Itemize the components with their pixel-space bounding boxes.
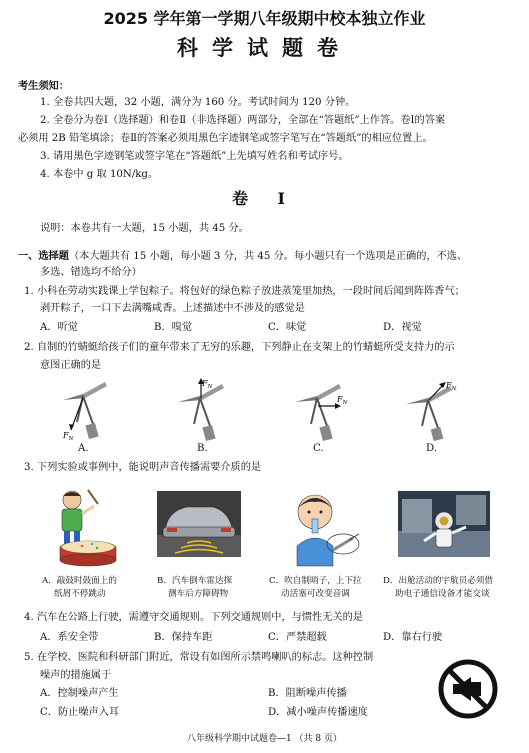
q5-stem-1: 5. 在学校、医院和科研部门附近，常设有如图所示禁鸣喇叭的标志。这种控制 — [24, 652, 374, 663]
q5-option-c: C．防止噪声入耳 — [40, 707, 120, 718]
q4-option-a: A．系安全带 — [40, 632, 99, 643]
q2-option-b: B. — [197, 443, 208, 454]
notice-item-4: 4. 本卷中 g 取 10N/kg。 — [40, 169, 159, 180]
q1-option-a: A．听觉 — [40, 322, 78, 333]
section-heading — [18, 249, 467, 264]
q5-option-a: A．控制噪声产生 — [40, 688, 119, 699]
q1-option-b: B．嗅觉 — [154, 322, 193, 333]
q2-stem-1: 2. 自制的竹蜻蜓给孩子们的童年带来了无穷的乐趣，下列静止在支架上的竹蜻蜓所受支持力的示 — [24, 342, 455, 353]
q2-figure-d — [400, 376, 464, 448]
notice-item-2-cont: 必须用 2B 铅笔填涂；卷Ⅱ的答案必须用黑色字迹钢笔或签字笔写在“答题纸”的相应位置上。 — [18, 133, 433, 144]
q3-figure-drum — [42, 486, 122, 568]
section-desc-cont: 多选、错选均不给分） — [40, 267, 142, 278]
q5-option-d: D．减小噪声传播速度 — [268, 707, 368, 718]
q3-caption-a-1: A．敲鼓时鼓面上的 — [42, 576, 117, 586]
volume-title: 卷 Ⅰ — [231, 189, 298, 208]
q1-option-c: C．味觉 — [268, 322, 307, 333]
q2-option-a: A. — [78, 443, 89, 454]
q5-option-b: B．阻断噪声传播 — [268, 688, 347, 699]
q2-figure-c — [289, 376, 353, 448]
q3-caption-a-2: 纸屑不停跳动 — [54, 589, 106, 599]
q2-b-force-label: $F_N$ — [202, 379, 213, 390]
no-horn-sign-icon — [437, 658, 499, 720]
q2-c-force-label: $F_N$ — [337, 395, 348, 406]
exam-subtitle: 科学试题卷 — [177, 36, 352, 60]
section-head-label: 一、选择题 — [18, 250, 69, 262]
q2-stem-2: 意图正确的是 — [40, 360, 102, 371]
q2-figure-a — [55, 376, 115, 448]
q3-figure-car — [157, 491, 241, 557]
q1-option-d: D．视觉 — [383, 322, 422, 333]
q4-option-c: C．严禁超载 — [268, 632, 327, 643]
q3-caption-b-1: B．汽车倒车雷达探 — [157, 576, 233, 586]
q3-caption-c-2: 动活塞可改变音调 — [281, 589, 350, 599]
page-footer: 八年级科学期中试题卷—1 （共 8 页） — [186, 734, 343, 744]
q2-d-force-label: $F_N$ — [446, 381, 457, 392]
q2-figure-b — [172, 376, 232, 448]
notice-item-3: 3. 请用黑色字迹钢笔或签字笔在“答题纸”上先填写姓名和考试序号。 — [40, 151, 349, 162]
q3-figure-whistle — [283, 486, 363, 568]
notice-item-1: 1. 全卷共四大题，32 小题，满分为 160 分。考试时间为 120 分钟。 — [40, 97, 356, 108]
q5-stem-2: 噪声的措施属于 — [40, 670, 112, 681]
q1-stem-2: 剥开粽子，一口下去满嘴咸香。上述描述中不涉及的感觉是 — [40, 303, 305, 314]
q4-stem: 4. 汽车在公路上行驶，需遵守交通规则。下列交通规则中，与惯性无关的是 — [24, 612, 363, 623]
volume-note: 说明：本卷共有一大题，15 小题，共 45 分。 — [40, 223, 249, 234]
q3-caption-d-1: D．出舱活动的宇航员必须借 — [383, 576, 494, 586]
q3-figure-astronaut — [398, 491, 490, 557]
q2-option-c: C. — [313, 443, 324, 454]
q4-option-b: B．保持车距 — [154, 632, 213, 643]
section-desc: （本大题共有 15 小题，每小题 3 分，共 45 分。每小题只有一个选项是正确的，不选、 — [68, 251, 468, 262]
q4-option-d: D．靠右行驶 — [383, 632, 443, 643]
q3-caption-d-2: 助电子通信设备才能交谈 — [395, 589, 490, 599]
q3-caption-b-2: 测车后方障碍物 — [168, 589, 229, 599]
q2-a-force-label: $F_N$ — [63, 431, 74, 442]
exam-title: 2025 学年第一学期八年级期中校本独立作业 — [103, 9, 426, 28]
q2-option-d: D. — [426, 443, 438, 454]
notice-item-2: 2. 全卷分为卷Ⅰ（选择题）和卷Ⅱ（非选择题）两部分，全部在“答题纸”上作答。卷Ⅰ的答案 — [40, 115, 446, 126]
q1-stem-1: 1. 小科在劳动实践课上学包粽子。将包好的绿色粽子放进蒸笼里加热，一段时间后闻到阵阵香气； — [24, 286, 465, 297]
q3-caption-c-1: C．吹自制哨子，上下拉 — [269, 576, 362, 586]
notice-heading: 考生须知： — [18, 80, 69, 92]
q3-stem: 3. 下列实验或事例中，能说明声音传播需要介质的是 — [24, 462, 262, 473]
